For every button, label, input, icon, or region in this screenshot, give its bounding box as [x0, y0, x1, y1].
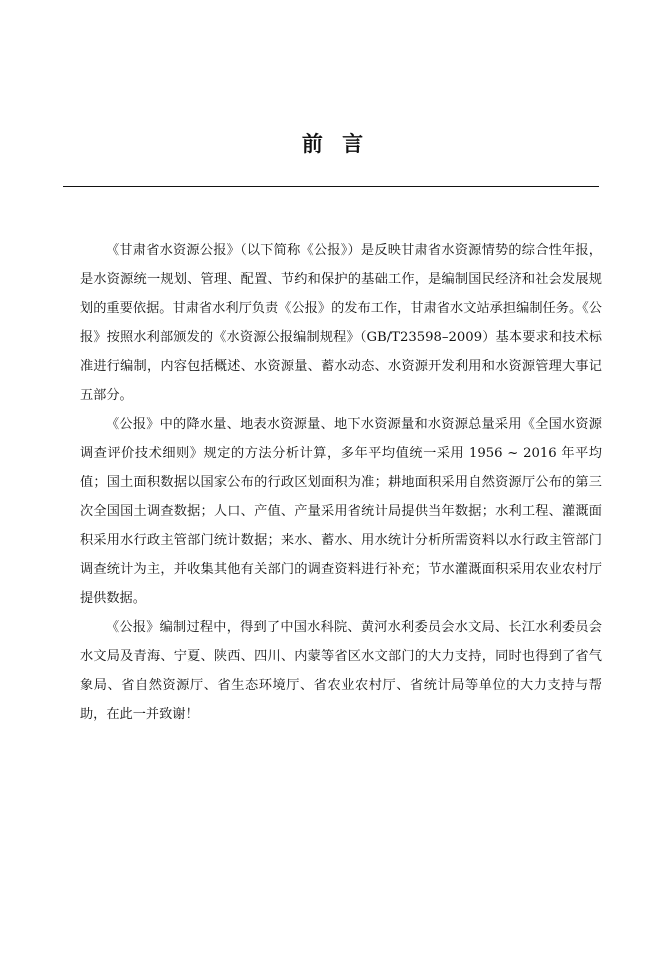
paragraph-1: 《甘肃省水资源公报》（以下简称《公报》）是反映甘肃省水资源情势的综合性年报，是水资源统一规划、管理、配置、节约和保护的基础工作，是编制国民经济和社会发展规划的重要依据。甘肃省水利厅负责《公报》的发布工作，甘肃省水文站承担编制任务。《公报》按照水利部颁发的《水资源公报编制规程》（GB/T23598–2009）基本要求和技术标准进行编制，内容包括概述、水资源量、蓄水动态、水资源开发利用和水资源管理大事记五部分。	[80, 243, 602, 403]
body-text	[80, 236, 602, 729]
title-divider	[63, 186, 599, 187]
paragraph-3: 《公报》编制过程中，得到了中国水科院、黄河水利委员会水文局、长江水利委员会水文局及青海、宁夏、陕西、四川、内蒙等省区水文部门的大力支持，同时也得到了省气象局、省自然资源厅、省生态环境厅、省农业农村厅、省统计局等单位的大力支持与帮助，在此一并致谢！	[80, 620, 602, 722]
page-title: 前 言	[301, 131, 370, 156]
paragraph-2: 《公报》中的降水量、地表水资源量、地下水资源量和水资源总量采用《全国水资源调查评价技术细则》规定的方法分析计算，多年平均值统一采用 1956 ~ 2016 年平均值；国土面积数据以国家公布的行政区划面积为准；耕地面积采用自然资源厅公布的第三次全国国土调查数据；人口、产值、产量采用省统计局提供当年数据；水利工程、灌溉面积采用水行政主管部门统计数据；来水、蓄水、用水统计分析所需资料以水行政主管部门调查统计为主，并收集其他有关部门的调查资料进行补充；节水灌溉面积采用农业农村厅提供数据。	[80, 417, 602, 606]
